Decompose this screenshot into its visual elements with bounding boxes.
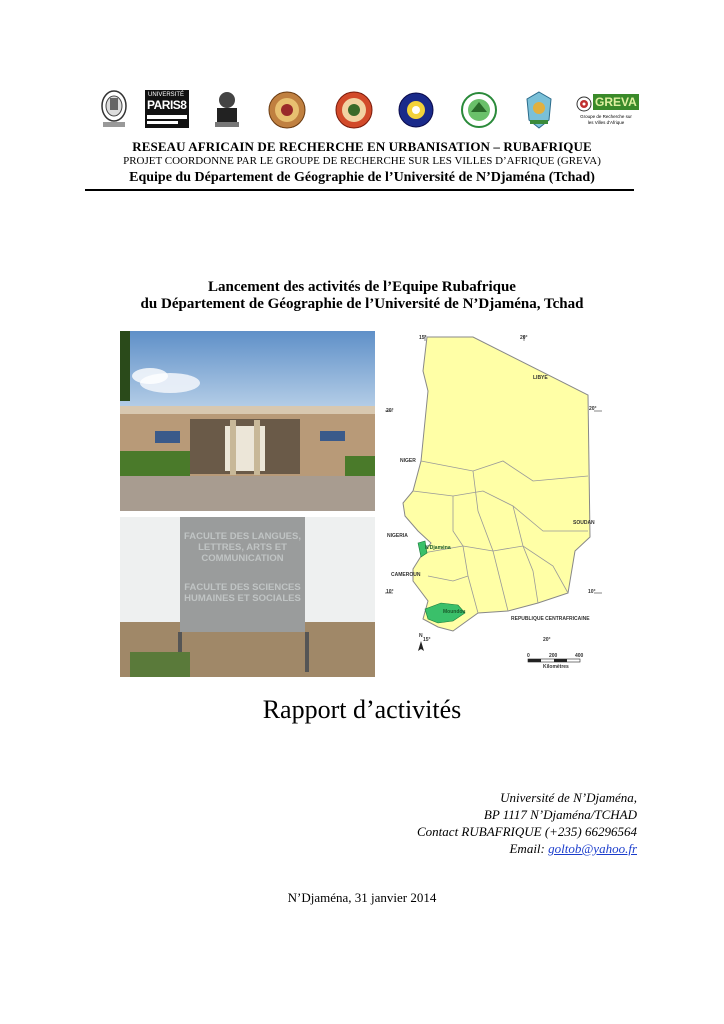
map-scale-400: 400 — [575, 653, 584, 659]
map-label-nigeria: NIGERIA — [387, 533, 408, 539]
network-title: RESEAU AFRICAIN DE RECHERCHE EN URBANISATION – RUBAFRIQUE — [132, 139, 592, 154]
project-line: PROJET COORDONNE PAR LE GROUPE DE RECHERCHE SUR LES VILLES D’AFRIQUE (GREVA) — [123, 155, 601, 167]
map-scale-200: 200 — [549, 653, 558, 659]
map-scale-unit: Kilomètres — [543, 664, 569, 670]
contact-block — [417, 789, 637, 857]
map-label-rca: REPUBLIQUE CENTRAFRICAINE — [511, 616, 590, 622]
contact-email-row — [417, 840, 637, 857]
map-label-niger: NIGER — [400, 458, 416, 464]
header-rule — [85, 189, 634, 191]
partner-logos — [0, 88, 724, 140]
sign-text-1: FACULTE DES LANGUES, — [184, 531, 301, 542]
map-lat-10-left: 10° — [386, 589, 394, 595]
heading-line-1: Lancement des activités de l’Equipe Rubafrique — [208, 279, 516, 295]
sign-text-5: HUMAINES ET SOCIALES — [184, 593, 301, 604]
greva-logo-text: GREVA — [595, 95, 637, 109]
map-lon-15-bottom: 15° — [423, 637, 431, 643]
sign-text-2: LETTRES, ARTS ET — [198, 542, 287, 553]
greva-logo — [576, 94, 637, 130]
report-title: Rapport d’activités — [262, 695, 462, 724]
map-lat-20-right: 20° — [589, 406, 597, 412]
greva-logo-subtitle-2: les Villes d'Afrique — [587, 120, 625, 125]
blue-emblem-logo — [398, 91, 434, 129]
paris8-logo — [145, 90, 189, 128]
map-label-ndjamena: N'Djaména — [425, 545, 451, 551]
red-emblem-logo — [335, 91, 373, 129]
building-photo — [120, 331, 375, 511]
paris8-logo-line2: PARIS8 — [147, 98, 187, 112]
contact-phone: Contact RUBAFRIQUE (+235) 66296564 — [417, 824, 637, 839]
map-scale-0: 0 — [527, 653, 530, 659]
shield-emblem-logo — [524, 90, 554, 130]
document-date: N’Djaména, 31 janvier 2014 — [287, 890, 437, 905]
green-emblem-logo — [461, 92, 497, 128]
map-lat-20-left: 20° — [386, 408, 394, 414]
map-label-cameroun: CAMEROUN — [391, 572, 421, 578]
university-emblem-logo — [268, 91, 306, 129]
map-label-moundou: Moundou — [443, 609, 466, 615]
university-seal-logo — [99, 88, 129, 130]
faculty-sign-photo — [120, 517, 375, 677]
sign-text-3: COMMUNICATION — [201, 553, 284, 564]
team-line: Equipe du Département de Géographie de l’Université de N’Djaména (Tchad) — [129, 170, 595, 185]
north-arrow-icon: N — [419, 633, 423, 639]
paris8-logo-line1: UNIVERSITÉ — [148, 92, 185, 98]
figures-logo — [212, 88, 242, 130]
contact-university: Université de N’Djaména, — [500, 790, 637, 805]
map-lon-20-bottom: 20° — [543, 637, 551, 643]
heading-line-2: du Département de Géographie de l’Université de N’Djaména, Tchad — [140, 296, 584, 312]
contact-email-label: Email: — [509, 841, 549, 856]
greva-logo-subtitle-1: Groupe de Recherche sur — [580, 114, 632, 119]
map-lon-20-top: 20° — [520, 335, 528, 341]
map-label-soudan: SOUDAN — [573, 520, 595, 526]
contact-email-link[interactable]: goltob@yahoo.fr — [548, 841, 637, 856]
chad-map — [383, 331, 604, 677]
map-label-libye: LIBYE — [533, 375, 548, 381]
map-lat-10-right: 10° — [588, 589, 596, 595]
target-icon — [576, 96, 592, 112]
contact-address: BP 1117 N’Djaména/TCHAD — [483, 807, 637, 822]
sign-text-4: FACULTE DES SCIENCES — [184, 582, 301, 593]
map-lon-15-top: 15° — [419, 335, 427, 341]
